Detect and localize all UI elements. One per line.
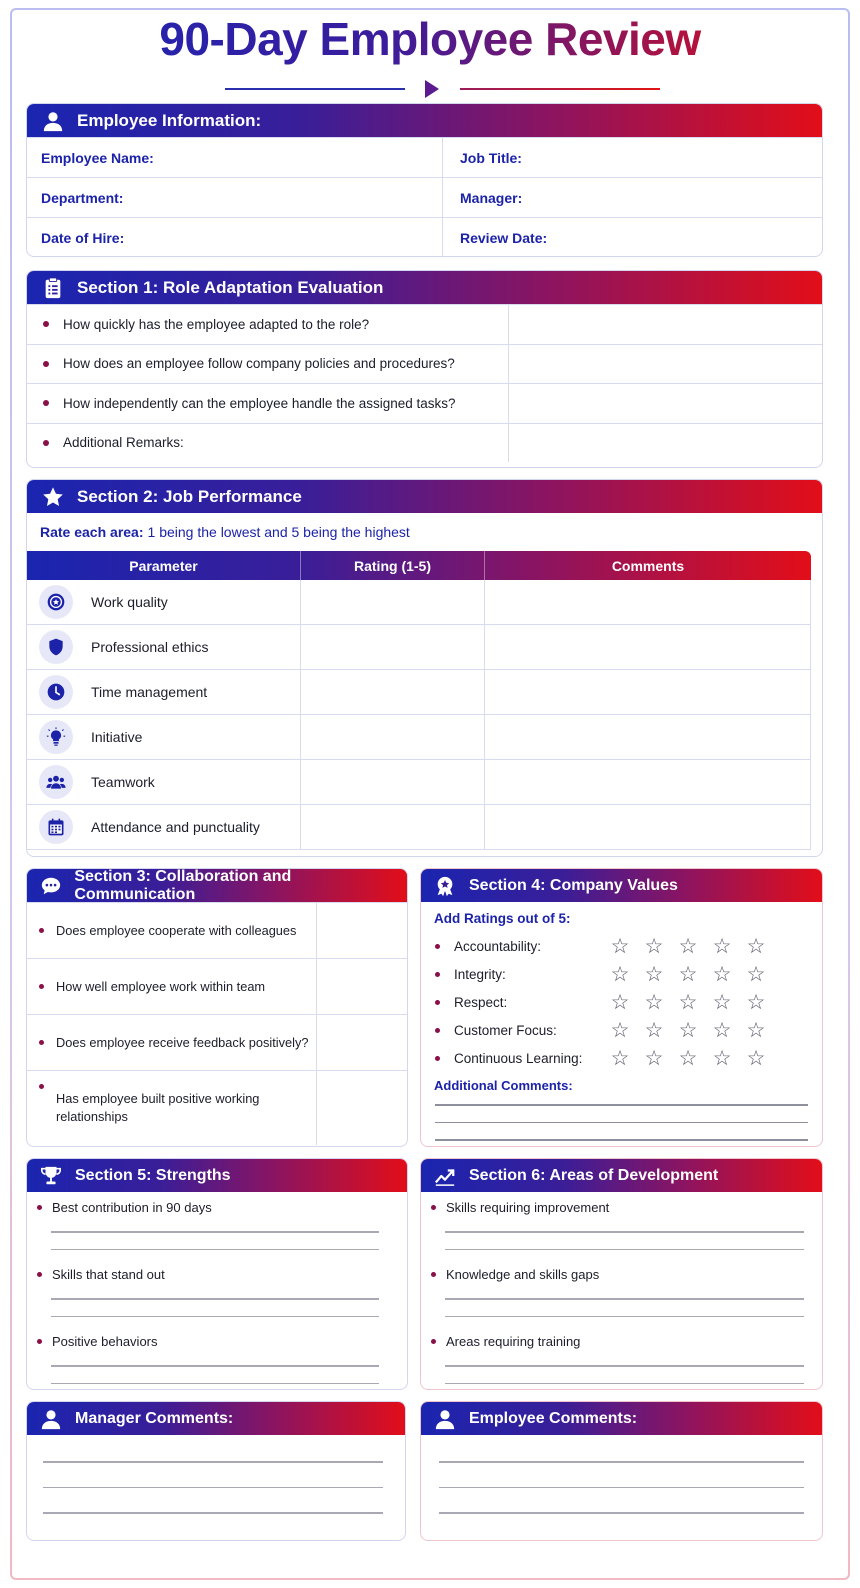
department-field[interactable]: Department: (27, 177, 443, 217)
star-icon (41, 485, 65, 509)
value-label: Respect: (454, 994, 508, 1010)
star-outline-icon[interactable]: ☆ (746, 1046, 766, 1070)
section5-header (27, 1159, 407, 1192)
badge-icon (39, 585, 73, 619)
strength-item (27, 1198, 407, 1216)
value-label: Continuous Learning: (454, 1050, 583, 1066)
value-rating-row (421, 1044, 822, 1072)
rating-cell[interactable] (301, 715, 485, 759)
star-outline-icon[interactable]: ☆ (746, 990, 766, 1014)
star-outline-icon[interactable]: ☆ (644, 1046, 664, 1070)
parameter-label: Attendance and punctuality (91, 819, 260, 835)
date-of-hire-field[interactable]: Date of Hire: (27, 217, 443, 257)
writing-line[interactable] (445, 1231, 804, 1233)
writing-line[interactable] (435, 1139, 808, 1141)
value-rating-row (421, 1016, 822, 1044)
value-rating-row (421, 960, 822, 988)
section1-row (27, 383, 822, 423)
star-rating (610, 1048, 766, 1069)
bullet-dot (37, 1339, 42, 1344)
strength-label: Skills that stand out (52, 1266, 165, 1282)
section2-card (26, 479, 823, 857)
writing-line[interactable] (445, 1383, 804, 1385)
bullet-dot (39, 928, 44, 933)
star-outline-icon[interactable]: ☆ (678, 934, 698, 958)
section2-title: Section 2: Job Performance (77, 486, 302, 506)
star-outline-icon[interactable]: ☆ (678, 1018, 698, 1042)
trending-up-icon (433, 1164, 457, 1188)
bullet-dot (435, 972, 440, 977)
bullet-dot (37, 1205, 42, 1210)
section3-card (26, 868, 408, 1147)
bullet-dot (43, 400, 49, 406)
development-label: Areas requiring training (446, 1333, 581, 1349)
bullet-dot (43, 361, 49, 367)
section4-header (421, 869, 822, 902)
rating-note-text: 1 being the lowest and 5 being the highest (147, 524, 410, 540)
section3-question: Does employee cooperate with colleagues (56, 922, 297, 938)
table-row (27, 715, 811, 760)
section3-answer-cell[interactable] (317, 959, 407, 1014)
rating-cell[interactable] (301, 670, 485, 714)
star-rating (610, 992, 766, 1013)
parameter-label: Time management (91, 684, 208, 700)
section1-title: Section 1: Role Adaptation Evaluation (77, 277, 384, 297)
employee-info-header (27, 104, 822, 137)
writing-line[interactable] (435, 1122, 808, 1124)
section1-answer-cell[interactable] (509, 305, 822, 344)
title-decoration (0, 78, 860, 100)
value-label: Integrity: (454, 966, 506, 982)
writing-line[interactable] (445, 1316, 804, 1318)
bullet-dot (39, 1040, 44, 1045)
comments-cell[interactable] (485, 625, 811, 669)
lightbulb-icon (39, 720, 73, 754)
writing-line[interactable] (51, 1231, 379, 1233)
section3-answer-cell[interactable] (317, 1071, 407, 1145)
strength-item (27, 1265, 407, 1283)
section5-card (26, 1158, 408, 1390)
review-date-field[interactable]: Review Date: (443, 217, 822, 257)
star-rating (610, 1020, 766, 1041)
user-icon (41, 109, 65, 133)
section3-question: How well employee work within team (56, 978, 266, 994)
rating-note-label: Rate each area: (40, 524, 144, 540)
column-parameter: Parameter (27, 551, 301, 580)
section3-row (27, 1014, 407, 1070)
star-outline-icon[interactable]: ☆ (712, 1018, 732, 1042)
section3-header (27, 869, 407, 902)
section1-answer-cell[interactable] (509, 345, 822, 384)
bullet-dot (43, 321, 49, 327)
manager-comments-title: Manager Comments: (75, 1409, 234, 1427)
section3-answer-cell[interactable] (317, 903, 407, 958)
comments-cell[interactable] (485, 760, 811, 804)
team-icon (39, 765, 73, 799)
section1-row (27, 304, 822, 344)
strength-label: Positive behaviors (52, 1333, 158, 1349)
comments-cell[interactable] (485, 715, 811, 759)
development-item (421, 1332, 822, 1350)
table-row (27, 760, 811, 805)
writing-line[interactable] (43, 1512, 383, 1514)
job-title-field[interactable]: Job Title: (443, 137, 822, 177)
section5-title: Section 5: Strengths (75, 1166, 231, 1184)
employee-name-field[interactable]: Employee Name: (27, 137, 443, 177)
employee-comments-title: Employee Comments: (469, 1409, 638, 1427)
parameter-label: Initiative (91, 729, 143, 745)
section1-answer-cell[interactable] (509, 384, 822, 423)
section1-row (27, 344, 822, 384)
calendar-icon (39, 810, 73, 844)
section4-card (420, 868, 823, 1147)
section1-header (27, 271, 822, 304)
bullet-dot (435, 1028, 440, 1033)
bullet-dot (43, 440, 49, 446)
bullet-dot (435, 1056, 440, 1061)
writing-line[interactable] (43, 1487, 383, 1489)
section3-row (27, 902, 407, 958)
development-label: Skills requiring improvement (446, 1199, 610, 1215)
user-icon (433, 1407, 457, 1431)
writing-line[interactable] (439, 1487, 804, 1489)
section3-question: Does employee receive feedback positively? (56, 1034, 309, 1050)
bullet-dot (431, 1339, 436, 1344)
section3-row (27, 1070, 407, 1145)
play-arrow-icon (425, 80, 439, 98)
trophy-icon (39, 1164, 63, 1188)
column-comments: Comments (611, 557, 685, 574)
additional-comments-label: Additional Comments: (434, 1078, 573, 1093)
column-rating: Rating (1-5) (301, 551, 485, 580)
manager-comments-card (26, 1401, 406, 1541)
bullet-dot (431, 1272, 436, 1277)
development-item (421, 1198, 822, 1216)
bullet-dot (37, 1272, 42, 1277)
writing-line[interactable] (51, 1249, 379, 1251)
section1-answer-cell[interactable] (509, 424, 822, 463)
writing-line[interactable] (51, 1298, 379, 1300)
section1-question: How independently can the employee handle the assigned tasks? (63, 395, 456, 411)
section6-card (420, 1158, 823, 1390)
writing-line[interactable] (445, 1365, 804, 1367)
chat-bubble-icon (39, 874, 62, 898)
employee-info-title: Employee Information: (77, 110, 262, 130)
parameter-label: Teamwork (91, 774, 155, 790)
section1-row (27, 423, 822, 463)
table-row (27, 805, 811, 850)
rating-cell[interactable] (301, 805, 485, 849)
star-outline-icon[interactable]: ☆ (610, 1018, 630, 1042)
clipboard-icon (41, 276, 65, 300)
star-outline-icon[interactable]: ☆ (610, 934, 630, 958)
bullet-dot (39, 984, 44, 989)
shield-icon (39, 630, 73, 664)
strength-label: Best contribution in 90 days (52, 1199, 212, 1215)
table-header (27, 551, 811, 580)
employee-info-card (26, 103, 823, 257)
value-label: Accountability: (454, 938, 542, 954)
section4-title: Section 4: Company Values (469, 876, 678, 894)
section1-card (26, 270, 823, 468)
star-outline-icon[interactable]: ☆ (712, 962, 732, 986)
star-rating (610, 964, 766, 985)
writing-line[interactable] (51, 1365, 379, 1367)
star-outline-icon[interactable]: ☆ (644, 934, 664, 958)
star-outline-icon[interactable]: ☆ (610, 962, 630, 986)
parameter-label: Professional ethics (91, 639, 209, 655)
bullet-dot (39, 1084, 44, 1089)
table-row (27, 580, 811, 625)
rating-cell[interactable] (301, 625, 485, 669)
writing-line[interactable] (43, 1461, 383, 1463)
star-outline-icon[interactable]: ☆ (610, 990, 630, 1014)
section1-question: How does an employee follow company policies and procedures? (63, 356, 455, 372)
table-row (27, 670, 811, 715)
star-outline-icon[interactable]: ☆ (678, 990, 698, 1014)
writing-line[interactable] (445, 1298, 804, 1300)
writing-line[interactable] (435, 1104, 808, 1106)
section3-row (27, 958, 407, 1014)
section1-question: How quickly has the employee adapted to the role? (63, 316, 370, 332)
employee-comments-header (421, 1402, 822, 1435)
development-label: Knowledge and skills gaps (446, 1266, 600, 1282)
section3-answer-cell[interactable] (317, 1015, 407, 1070)
manager-field[interactable]: Manager: (443, 177, 822, 217)
writing-line[interactable] (439, 1461, 804, 1463)
award-ribbon-icon (433, 874, 457, 898)
star-outline-icon[interactable]: ☆ (678, 1046, 698, 1070)
value-rating-row (421, 988, 822, 1016)
star-outline-icon[interactable]: ☆ (610, 1046, 630, 1070)
page-title: 90-Day Employee Review (0, 12, 860, 66)
comments-cell[interactable] (485, 580, 811, 624)
star-outline-icon[interactable]: ☆ (644, 990, 664, 1014)
star-outline-icon[interactable]: ☆ (712, 990, 732, 1014)
bullet-dot (435, 944, 440, 949)
value-rating-row (421, 932, 822, 960)
comments-cell[interactable] (485, 670, 811, 714)
comments-cell[interactable] (485, 805, 811, 849)
table-row (27, 625, 811, 670)
writing-line[interactable] (445, 1249, 804, 1251)
manager-comments-header (27, 1402, 405, 1435)
star-outline-icon[interactable]: ☆ (746, 962, 766, 986)
star-outline-icon[interactable]: ☆ (746, 1018, 766, 1042)
bullet-dot (435, 1000, 440, 1005)
section6-header (421, 1159, 822, 1192)
parameter-label: Work quality (91, 594, 168, 610)
section6-title: Section 6: Areas of Development (469, 1166, 719, 1184)
writing-line[interactable] (51, 1316, 379, 1318)
clock-icon (39, 675, 73, 709)
star-outline-icon[interactable]: ☆ (746, 934, 766, 958)
section3-title: Section 3: Collaboration and Communication (74, 868, 292, 903)
star-outline-icon[interactable]: ☆ (644, 962, 664, 986)
strength-item (27, 1332, 407, 1350)
star-outline-icon[interactable]: ☆ (712, 934, 732, 958)
section2-header (27, 480, 822, 513)
rating-cell[interactable] (301, 580, 485, 624)
value-label: Customer Focus: (454, 1022, 557, 1038)
star-rating (610, 936, 766, 957)
job-performance-table (27, 551, 811, 850)
star-outline-icon[interactable]: ☆ (644, 1018, 664, 1042)
development-item (421, 1265, 822, 1283)
rating-cell[interactable] (301, 760, 485, 804)
add-ratings-label: Add Ratings out of 5: (434, 911, 571, 926)
writing-line[interactable] (51, 1383, 379, 1385)
user-icon (39, 1407, 63, 1431)
section1-question: Additional Remarks: (63, 435, 184, 451)
bullet-dot (431, 1205, 436, 1210)
rating-note (27, 513, 822, 551)
writing-line[interactable] (439, 1512, 804, 1514)
star-outline-icon[interactable]: ☆ (712, 1046, 732, 1070)
section3-question: Has employee built positive working relationships (56, 1091, 260, 1124)
star-outline-icon[interactable]: ☆ (678, 962, 698, 986)
employee-comments-card (420, 1401, 823, 1541)
